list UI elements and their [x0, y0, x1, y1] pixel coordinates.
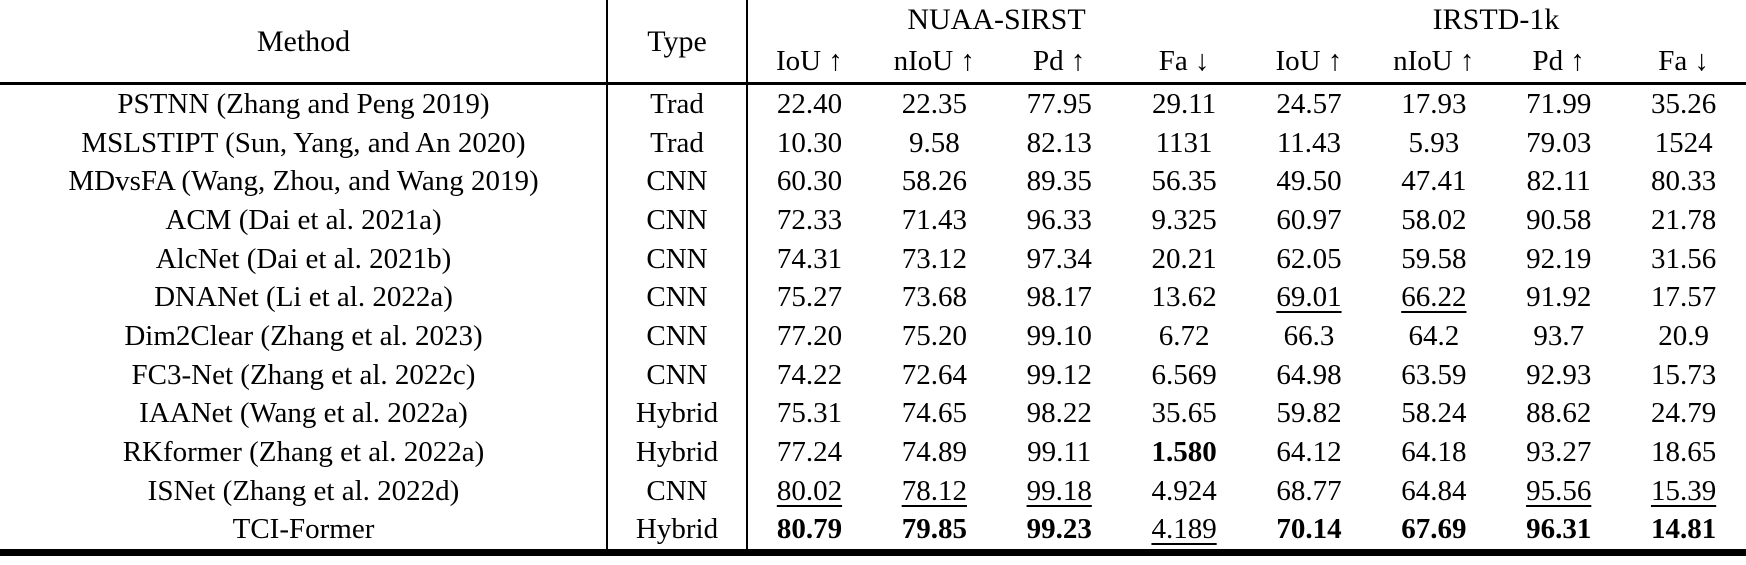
value-cell: 63.59 [1401, 358, 1467, 391]
value-cell: 20.21 [1151, 242, 1217, 275]
value-cell: 75.31 [776, 397, 843, 430]
value-cell: 10.30 [776, 126, 843, 159]
value-cell: 21.78 [1650, 203, 1717, 236]
value-cell: 6.569 [1151, 358, 1217, 391]
value-cell: 71.43 [901, 203, 967, 236]
method-cell: Dim2Clear (Zhang et al. 2023) [124, 319, 483, 352]
value-cell: 97.34 [1026, 242, 1092, 275]
method-cell: IAANet (Wang et al. 2022a) [139, 397, 468, 430]
type-cell: Hybrid [635, 397, 719, 430]
value-cell: 6.72 [1158, 319, 1210, 352]
value-cell: 93.27 [1526, 435, 1592, 468]
value-cell: 99.18 [1026, 474, 1092, 507]
value-cell: 92.19 [1526, 242, 1592, 275]
method-cell: ACM (Dai et al. 2021a) [165, 203, 442, 236]
value-cell: 78.12 [901, 474, 967, 507]
value-cell: 5.93 [1408, 126, 1460, 159]
value-cell: 1524 [1654, 126, 1713, 159]
method-cell: MSLSTIPT (Sun, Yang, and An 2020) [81, 126, 526, 159]
value-cell: 31.56 [1650, 242, 1717, 275]
value-cell: 22.40 [776, 87, 843, 120]
value-cell: 60.30 [776, 165, 843, 198]
value-cell: 13.62 [1151, 281, 1217, 314]
value-cell: 66.3 [1283, 319, 1335, 352]
value-cell: 88.62 [1526, 397, 1592, 430]
value-cell: 99.12 [1026, 358, 1092, 391]
value-cell: 73.68 [901, 281, 967, 314]
value-cell: 96.33 [1026, 203, 1092, 236]
value-cell: 82.11 [1526, 165, 1591, 198]
value-cell: 56.35 [1151, 165, 1217, 198]
value-cell: 98.22 [1026, 397, 1092, 430]
value-cell: 74.31 [776, 242, 843, 275]
value-cell: 80.33 [1650, 165, 1717, 198]
value-cell: 49.50 [1276, 165, 1342, 198]
value-cell: 90.58 [1526, 203, 1592, 236]
metric-header-0-0: IoU ↑ [776, 45, 843, 77]
value-cell: 20.9 [1658, 319, 1709, 352]
value-cell: 58.24 [1401, 397, 1467, 430]
type-cell: CNN [646, 165, 708, 198]
type-cell: CNN [646, 474, 708, 507]
value-cell: 60.97 [1276, 203, 1342, 236]
value-cell: 11.43 [1276, 126, 1342, 159]
value-cell: 1131 [1155, 126, 1213, 159]
value-cell: 24.79 [1650, 397, 1717, 430]
value-cell: 89.35 [1026, 165, 1092, 198]
value-cell: 1.580 [1151, 435, 1217, 468]
table-row [0, 317, 1746, 356]
value-cell: 80.02 [776, 474, 843, 507]
value-cell: 58.02 [1401, 203, 1467, 236]
value-cell: 70.14 [1276, 513, 1342, 546]
value-cell: 95.56 [1526, 474, 1592, 507]
bottom-rule [0, 549, 1746, 556]
value-cell: 58.26 [901, 165, 967, 198]
metric-header-1-1: nIoU ↑ [1393, 45, 1475, 77]
value-cell: 18.65 [1650, 435, 1717, 468]
value-cell: 91.92 [1526, 281, 1592, 314]
value-cell: 80.79 [776, 513, 843, 546]
value-cell: 64.2 [1408, 319, 1460, 352]
value-cell: 77.95 [1026, 87, 1092, 120]
type-cell: Hybrid [635, 513, 719, 546]
table-row [0, 162, 1746, 201]
value-cell: 9.58 [908, 126, 960, 159]
value-cell: 47.41 [1401, 165, 1467, 198]
value-cell: 17.57 [1650, 281, 1717, 314]
value-cell: 75.27 [776, 281, 843, 314]
table-row [0, 356, 1746, 395]
type-cell: CNN [646, 319, 708, 352]
value-cell: 77.20 [776, 319, 843, 352]
value-cell: 15.39 [1650, 474, 1717, 507]
value-cell: 24.57 [1276, 87, 1342, 120]
type-cell: CNN [646, 242, 708, 275]
metric-header-1-2: Pd ↑ [1532, 45, 1585, 77]
type-cell: CNN [646, 281, 708, 314]
value-cell: 15.73 [1650, 358, 1717, 391]
value-cell: 64.18 [1401, 435, 1467, 468]
value-cell: 72.64 [901, 358, 967, 391]
value-cell: 82.13 [1026, 126, 1092, 159]
value-cell: 62.05 [1276, 242, 1342, 275]
method-cell: DNANet (Li et al. 2022a) [154, 281, 453, 314]
value-cell: 68.77 [1276, 474, 1342, 507]
type-cell: CNN [646, 358, 708, 391]
value-cell: 67.69 [1401, 513, 1467, 546]
value-cell: 92.93 [1526, 358, 1592, 391]
metric-header-1-0: IoU ↑ [1275, 45, 1343, 77]
value-cell: 75.20 [901, 319, 967, 352]
type-cell: Hybrid [635, 435, 719, 468]
value-cell: 96.31 [1526, 513, 1592, 546]
metric-header-0-3: Fa ↓ [1158, 45, 1210, 77]
value-cell: 59.58 [1401, 242, 1467, 275]
value-cell: 93.7 [1533, 319, 1585, 352]
metric-header-row [747, 40, 1746, 83]
value-cell: 79.85 [901, 513, 967, 546]
value-cell: 59.82 [1276, 397, 1342, 430]
table-row [0, 394, 1746, 433]
value-cell: 99.10 [1026, 319, 1092, 352]
value-cell: 9.325 [1151, 203, 1217, 236]
method-cell: ISNet (Zhang et al. 2022d) [147, 474, 460, 507]
table-row [0, 124, 1746, 163]
group-header-nuaa-sirst: NUAA-SIRST [907, 3, 1086, 36]
group-header-irstd-1k: IRSTD-1k [1432, 3, 1560, 36]
method-cell: MDvsFA (Wang, Zhou, and Wang 2019) [68, 165, 539, 198]
value-cell: 29.11 [1151, 87, 1217, 120]
type-cell: Trad [650, 87, 704, 120]
value-cell: 79.03 [1526, 126, 1592, 159]
value-cell: 17.93 [1401, 87, 1467, 120]
value-cell: 64.12 [1276, 435, 1342, 468]
value-cell: 73.12 [901, 242, 967, 275]
type-cell: Trad [650, 126, 704, 159]
table-row [0, 510, 1746, 549]
value-cell: 66.22 [1401, 281, 1467, 314]
value-cell: 72.33 [776, 203, 843, 236]
value-cell: 4.924 [1151, 474, 1217, 507]
value-cell: 98.17 [1026, 281, 1092, 314]
header-rule [0, 82, 1746, 85]
table-row [0, 201, 1746, 240]
value-cell: 22.35 [901, 87, 967, 120]
value-cell: 71.99 [1526, 87, 1592, 120]
table-row [0, 85, 1746, 124]
table-row [0, 433, 1746, 472]
value-cell: 35.65 [1151, 397, 1217, 430]
method-cell: PSTNN (Zhang and Peng 2019) [117, 87, 490, 120]
col-header-type: Type [647, 24, 707, 58]
value-cell: 64.98 [1276, 358, 1342, 391]
value-cell: 74.89 [901, 435, 967, 468]
value-cell: 74.65 [901, 397, 967, 430]
value-cell: 99.11 [1027, 435, 1092, 468]
value-cell: 77.24 [776, 435, 843, 468]
table-row [0, 240, 1746, 279]
value-cell: 99.23 [1026, 513, 1092, 546]
metric-header-0-2: Pd ↑ [1032, 45, 1086, 77]
metric-header-1-3: Fa ↓ [1658, 45, 1709, 77]
method-cell: FC3-Net (Zhang et al. 2022c) [131, 358, 476, 391]
table-body [0, 85, 1746, 549]
value-cell: 4.189 [1151, 513, 1217, 546]
value-cell: 14.81 [1650, 513, 1717, 546]
value-cell: 74.22 [776, 358, 843, 391]
type-cell: CNN [646, 203, 708, 236]
method-cell: AlcNet (Dai et al. 2021b) [155, 242, 452, 275]
method-cell: TCI-Former [232, 513, 375, 546]
value-cell: 69.01 [1276, 281, 1342, 314]
col-header-method: Method [256, 24, 351, 58]
table-row [0, 278, 1746, 317]
metric-header-0-1: nIoU ↑ [893, 45, 975, 77]
value-cell: 64.84 [1401, 474, 1467, 507]
value-cell: 35.26 [1650, 87, 1717, 120]
table-row [0, 472, 1746, 511]
method-cell: RKformer (Zhang et al. 2022a) [122, 435, 485, 468]
